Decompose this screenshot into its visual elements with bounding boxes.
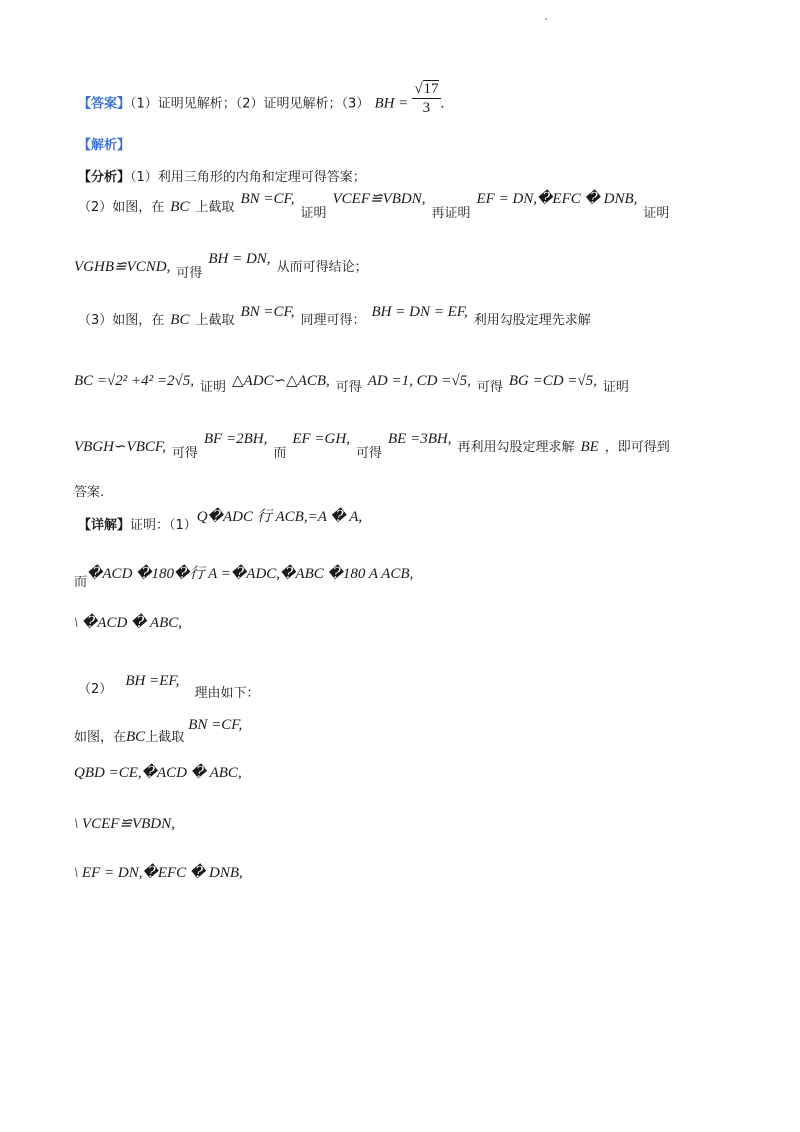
analysis-seg-6-8: BE [580,439,599,455]
analysis-line-1 [78,168,366,184]
analysis-seg-2-8: 证明 [643,206,670,221]
detail-label: 【详解】 [78,518,131,533]
detail-line-5 [74,716,243,745]
fenxi-label: 【分析】 [78,170,131,185]
detail-math-4: BH =EF, [125,673,180,689]
analysis-line-5 [74,372,635,395]
analysis-line-6 [74,431,676,461]
detail-line-1 [78,509,363,533]
analysis-line-3 [74,251,374,281]
analysis-seg-6-7: 再利用勾股定理求解 [457,440,575,455]
analysis-seg-5-7: 证明 [602,380,629,395]
analysis-seg-2-1: BC [170,199,190,215]
analysis-seg-4-1: BC [170,312,190,328]
detail-math-5: BN =CF, [188,717,243,733]
analysis-seg-3-3: 从而可得结论； [276,260,368,275]
answer-text: （1）证明见解析；（2）证明见解析；（3） [130,96,370,112]
analysis-seg-2-5: VCEF≌VBDN, [332,191,426,207]
fraction-numerator: √17 [414,81,439,97]
analysis-line-7: 答案. [74,485,105,500]
answer-period: . [440,95,445,112]
detail-mid-5: 上截取 [145,730,185,745]
analysis-seg-6-2: BF =2BH, [203,431,268,447]
analysis-seg-4-0: （3）如图，在 [78,313,165,328]
analysis-line-2 [78,191,675,221]
detail-line-7: \ VCEF≌VBDN, [74,816,175,832]
analysis-seg-3-1: 可得 [176,266,203,281]
analysis-seg-6-0: VBGH∽VBCF, [74,439,166,455]
analysis-seg-2-3: BN =CF, [240,191,295,207]
analysis-seg-5-1: 证明 [200,380,227,395]
scan-speck [545,18,547,20]
analysis-seg-6-6: BE =3BH, [388,431,452,447]
analysis-seg-2-7: EF = DN,�EFC � DNB, [476,191,638,207]
analysis-seg-2-4: 证明 [300,206,327,221]
analysis-seg-6-5: 可得 [355,446,382,461]
analysis-seg-3-0: VGHB≌VCND, [74,259,171,275]
analysis-seg-4-2: 上截取 [195,313,235,328]
detail-line-3: \ �ACD � ABC, [74,615,182,631]
analysis-seg-5-6: BG =CD =√5, [508,373,597,389]
answer-line [78,81,445,120]
detail-prefix-1: 证明：（1） [130,518,197,533]
fraction-denominator: 3 [422,100,431,116]
answer-label: 【答案】 [78,96,131,112]
detail-math-2: �ACD �180�行 A =�ADC,�ABC �180 A ACB, [87,566,414,582]
analysis-seg-6-4: EF =GH, [292,431,350,447]
analysis-label: 【解析】 [78,138,131,153]
detail-prefix-2: 而 [74,575,88,590]
answer-math: BH = [374,95,409,112]
analysis-seg-3-2: BH = DN, [208,251,271,267]
detail-post-4: 理由如下： [194,686,260,701]
detail-bc-5: BC [126,729,146,745]
analysis-seg-5-4: AD =1, CD =√5, [367,373,471,389]
analysis-seg-6-9: ，即可得到 [604,440,670,455]
detail-line-2 [74,565,414,590]
sqrt-radicand: 17 [423,81,439,97]
analysis-seg-2-2: 上截取 [195,200,235,215]
detail-prefix-5: 如图，在 [74,730,127,745]
detail-math-1: Q�ADC 行 ACB,=A � A, [196,509,363,525]
analysis-seg-6-3: 而 [273,446,287,461]
detail-line-8: \ EF = DN,�EFC � DNB, [74,865,243,881]
analysis-seg-5-0: BC =√2² +4² =2√5, [74,373,194,389]
analysis-seg-5-5: 可得 [476,380,503,395]
analysis-text-1: （1）利用三角形的内角和定理可得答案； [130,170,366,185]
analysis-seg-5-3: 可得 [335,380,362,395]
detail-line-4 [78,672,260,701]
detail-line-6: QBD =CE,�ACD � ABC, [74,765,242,781]
analysis-line-4 [78,304,597,328]
analysis-seg-6-1: 可得 [171,446,198,461]
analysis-seg-2-6: 再证明 [431,206,471,221]
analysis-seg-2-0: （2）如图，在 [78,200,165,215]
analysis-seg-4-3: BN =CF, [240,304,295,320]
detail-prefix-4: （2） [78,682,113,697]
analysis-seg-4-5: BH = DN = EF, [371,304,468,320]
answer-fraction [412,82,440,116]
analysis-seg-4-4: 同理可得： [300,313,366,328]
analysis-seg-5-2: △ADC∽△ACB, [232,373,330,389]
analysis-seg-4-6: 利用勾股定理先求解 [473,313,591,328]
